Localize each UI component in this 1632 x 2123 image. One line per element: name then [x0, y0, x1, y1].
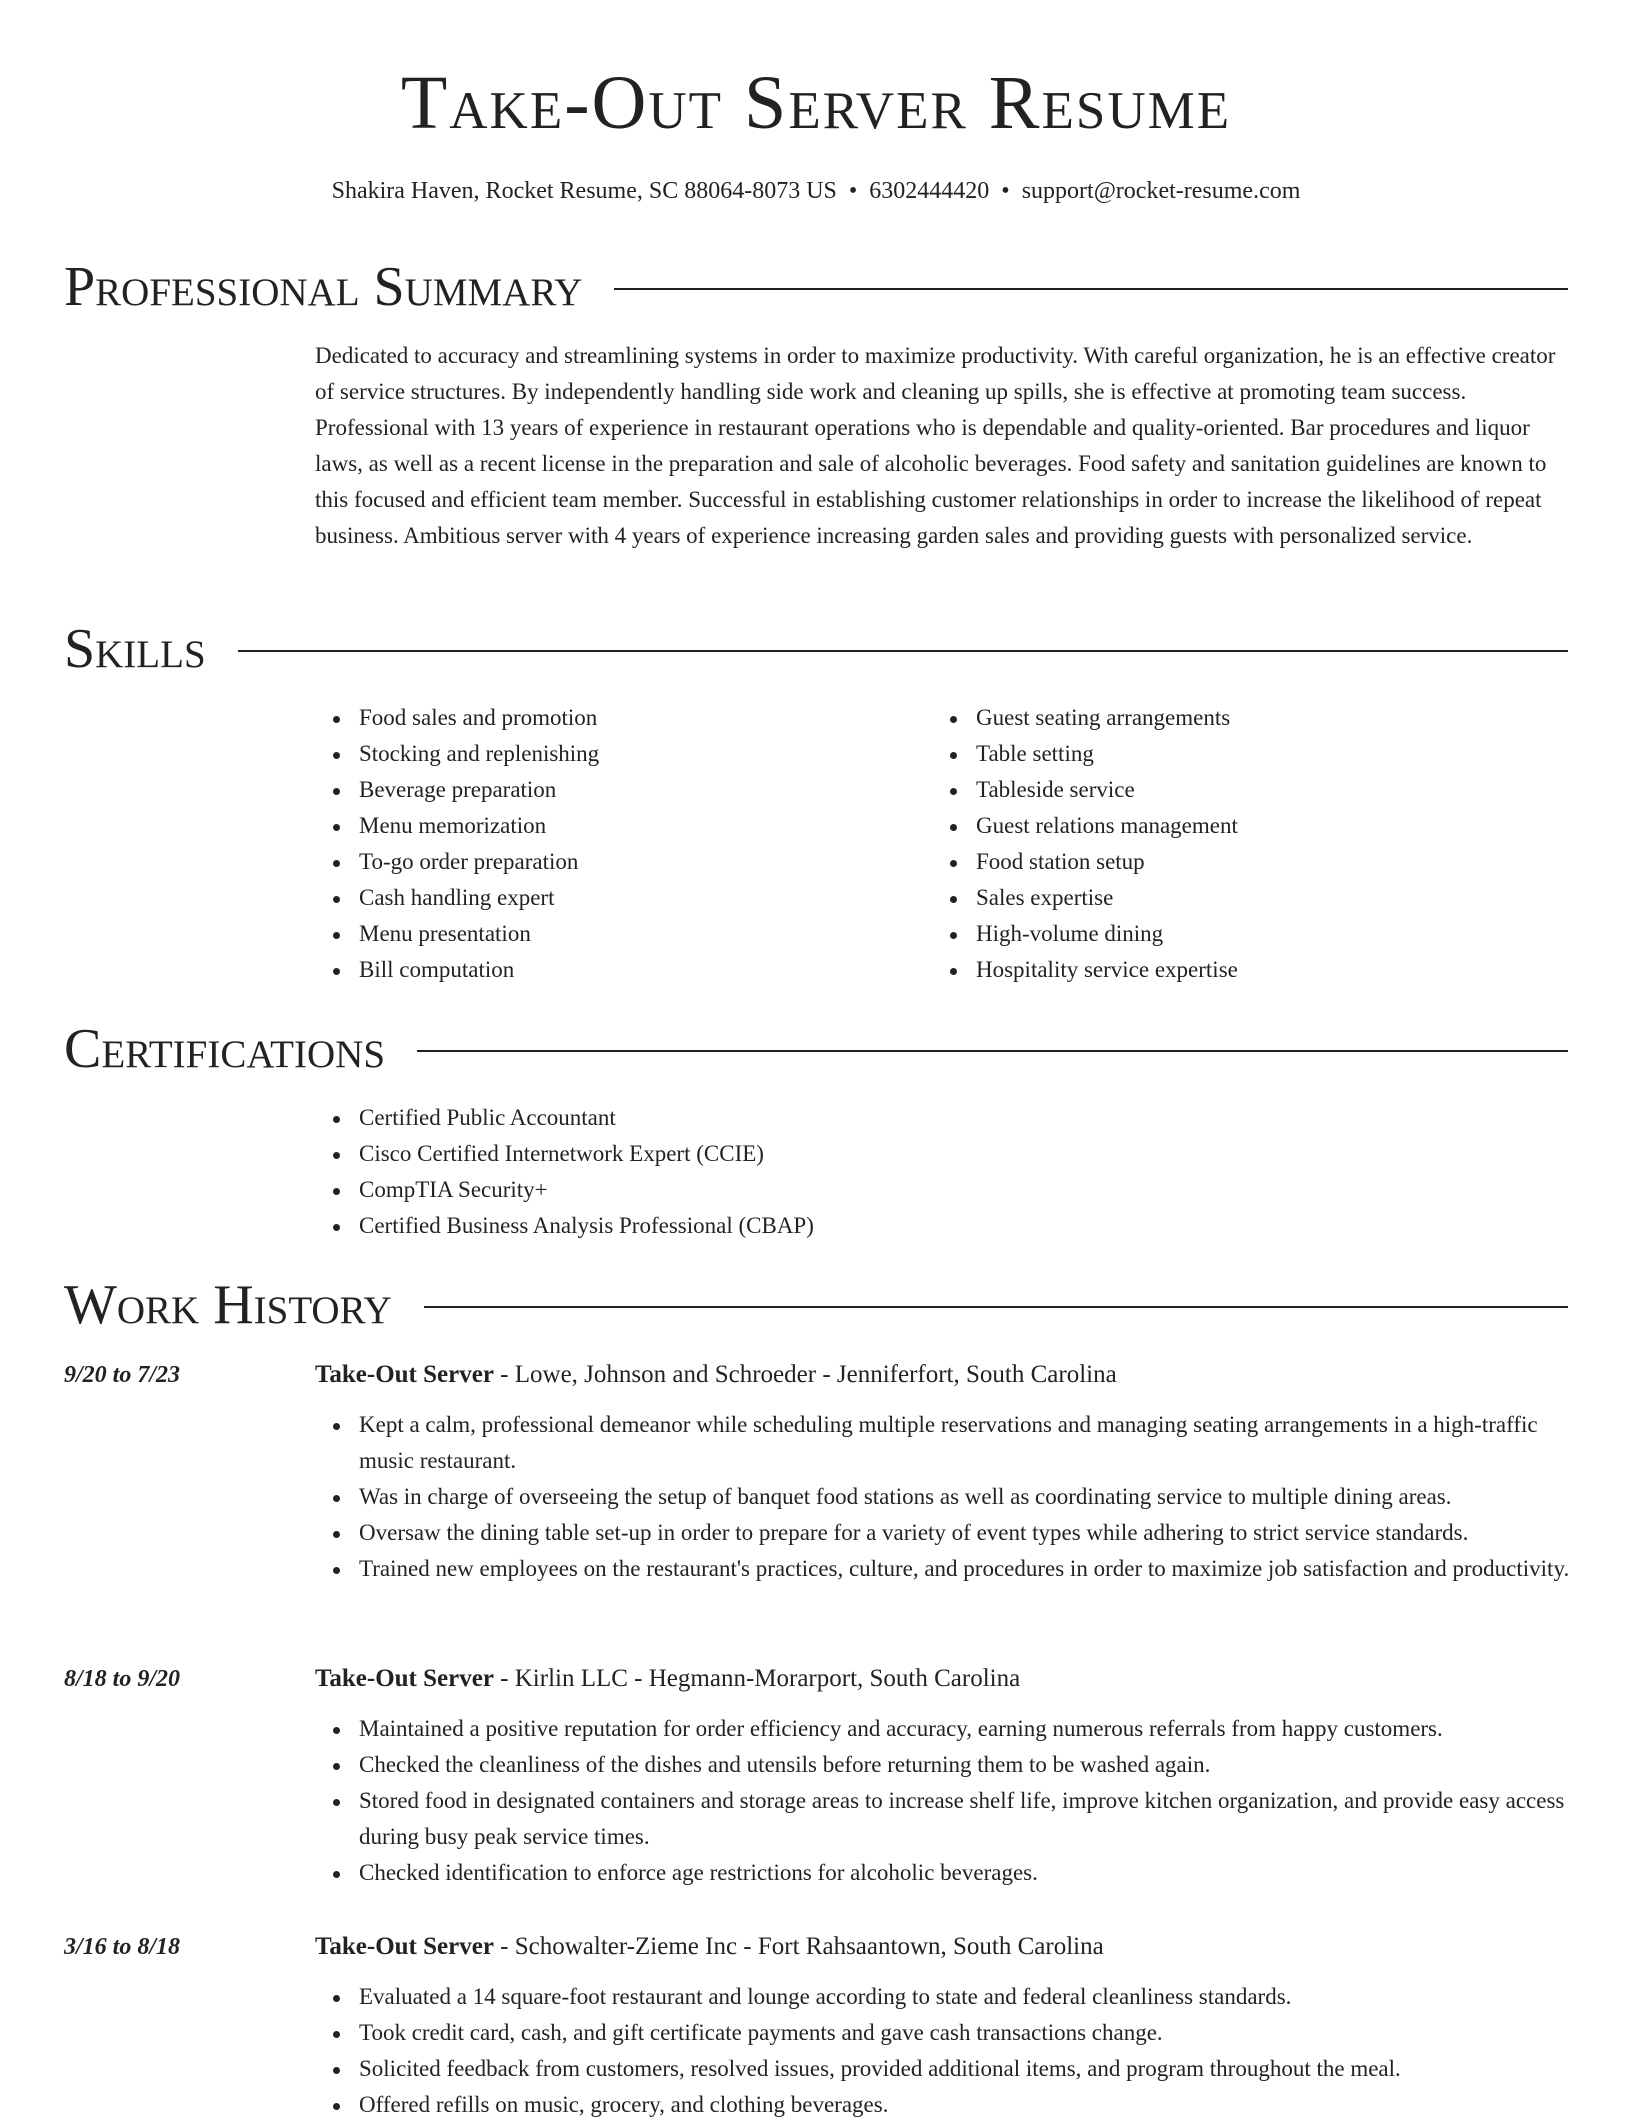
- job-bullet: Checked identification to enforce age restrictions for alcoholic beverages.: [359, 1855, 1579, 1891]
- job-bullet: Stored food in designated containers and storage areas to increase shelf life, improve kitchen organization, and provide easy access during busy peak service times.: [359, 1783, 1579, 1855]
- summary-section-header: [64, 255, 1568, 319]
- section-divider: [417, 1050, 1568, 1052]
- job-title: Take-Out Server: [315, 1361, 494, 1388]
- certification-item: Certified Public Accountant: [359, 1100, 814, 1136]
- skill-item: To-go order preparation: [359, 844, 599, 880]
- skill-item: Tableside service: [976, 772, 1238, 808]
- job-company: - Schowalter-Zieme Inc - Fort Rahsaantown, South Carolina: [493, 1933, 1104, 1960]
- section-divider: [614, 288, 1568, 290]
- job-title: Take-Out Server: [315, 1933, 494, 1960]
- skills-list-right: [932, 700, 1238, 988]
- job-bullet: Was in charge of overseeing the setup of banquet food stations as well as coordinating service to multiple dining areas.: [359, 1479, 1579, 1515]
- certifications-heading: Certifications: [64, 1018, 386, 1080]
- contact-address: Shakira Haven, Rocket Resume, SC 88064-8073 US: [331, 178, 837, 204]
- contact-email: support@rocket-resume.com: [1021, 178, 1301, 204]
- job-dates: 8/18 to 9/20: [64, 1666, 181, 1692]
- job-title: Take-Out Server: [315, 1665, 494, 1692]
- work-section-header: [64, 1273, 1568, 1337]
- certification-item: CompTIA Security+: [359, 1172, 814, 1208]
- job-bullet: Kept a calm, professional demeanor while scheduling multiple reservations and managing seating arrangements in a high-traffic music restaurant.: [359, 1407, 1579, 1479]
- skill-item: High-volume dining: [976, 916, 1238, 952]
- contact-separator: •: [848, 178, 858, 204]
- job-bullet: Solicited feedback from customers, resolved issues, provided additional items, and program throughout the meal.: [359, 2051, 1579, 2087]
- skill-item: Table setting: [976, 736, 1238, 772]
- contact-line: [0, 176, 1632, 206]
- certification-item: Cisco Certified Internetwork Expert (CCIE): [359, 1136, 814, 1172]
- skill-item: Guest seating arrangements: [976, 700, 1238, 736]
- job-bullet: Maintained a positive reputation for order efficiency and accuracy, earning numerous referrals from happy customers.: [359, 1711, 1579, 1747]
- job-bullet: Offered refills on music, grocery, and clothing beverages.: [359, 2087, 1579, 2123]
- contact-separator: •: [1001, 178, 1010, 204]
- skill-item: Beverage preparation: [359, 772, 599, 808]
- job-dates: 9/20 to 7/23: [64, 1362, 181, 1388]
- skill-item: Menu memorization: [359, 808, 599, 844]
- job-bullets: [315, 1407, 1579, 1587]
- job-header: [315, 1357, 1117, 1393]
- job-bullets: [315, 1711, 1579, 1891]
- certification-item: Certified Business Analysis Professional (CBAP): [359, 1208, 814, 1244]
- job-company: - Kirlin LLC - Hegmann-Morarport, South Carolina: [493, 1665, 1021, 1692]
- job-dates: 3/16 to 8/18: [64, 1934, 181, 1960]
- skill-item: Cash handling expert: [359, 880, 599, 916]
- job-header: [315, 1929, 1104, 1965]
- contact-phone: 6302444420: [869, 178, 990, 204]
- skill-item: Guest relations management: [976, 808, 1238, 844]
- job-bullet: Evaluated a 14 square-foot restaurant and lounge according to state and federal cleanliness standards.: [359, 1979, 1579, 2015]
- skill-item: Stocking and replenishing: [359, 736, 599, 772]
- job-company: - Lowe, Johnson and Schroeder - Jenniferfort, South Carolina: [493, 1361, 1117, 1388]
- summary-text: Dedicated to accuracy and streamlining systems in order to maximize productivity. With careful organization, he is an effective creator of service structures. By independently handling side work and cleaning up spills, she is effective at promoting team success. Professional with 13 years of experience in restaurant operations who is dependable and quality-oriented. Bar procedures and liquor laws, as well as a recent license in the preparation and sale of alcoholic beverages. Food safety and sanitation guidelines are known to this focused and efficient team member. Successful in establishing customer relationships in order to increase the likelihood of repeat business. Ambitious server with 4 years of experience increasing garden sales and providing guests with personalized service.: [315, 343, 1556, 548]
- section-divider: [238, 650, 1568, 652]
- job-header: [315, 1661, 1020, 1697]
- summary-heading: Professional Summary: [64, 256, 583, 318]
- skill-item: Food station setup: [976, 844, 1238, 880]
- job-bullets: [315, 1979, 1579, 2123]
- skill-item: Food sales and promotion: [359, 700, 599, 736]
- skill-item: Menu presentation: [359, 916, 599, 952]
- skill-item: Sales expertise: [976, 880, 1238, 916]
- skill-item: Hospitality service expertise: [976, 952, 1238, 988]
- certifications-section-header: [64, 1017, 1568, 1081]
- job-bullet: Took credit card, cash, and gift certificate payments and gave cash transactions change.: [359, 2015, 1579, 2051]
- work-heading: Work History: [64, 1274, 392, 1336]
- skills-list-left: [315, 700, 599, 988]
- certifications-list: [315, 1100, 814, 1244]
- job-bullet: Oversaw the dining table set-up in order to prepare for a variety of event types while adhering to strict service standards.: [359, 1515, 1579, 1551]
- job-bullet: Trained new employees on the restaurant's practices, culture, and procedures in order to maximize job satisfaction and productivity.: [359, 1551, 1579, 1587]
- section-divider: [424, 1306, 1568, 1308]
- skill-item: Bill computation: [359, 952, 599, 988]
- skills-heading: Skills: [64, 618, 206, 680]
- skills-section-header: [64, 617, 1568, 681]
- resume-title: Take-Out Server Resume: [400, 61, 1232, 145]
- job-bullet: Checked the cleanliness of the dishes and utensils before returning them to be washed again.: [359, 1747, 1579, 1783]
